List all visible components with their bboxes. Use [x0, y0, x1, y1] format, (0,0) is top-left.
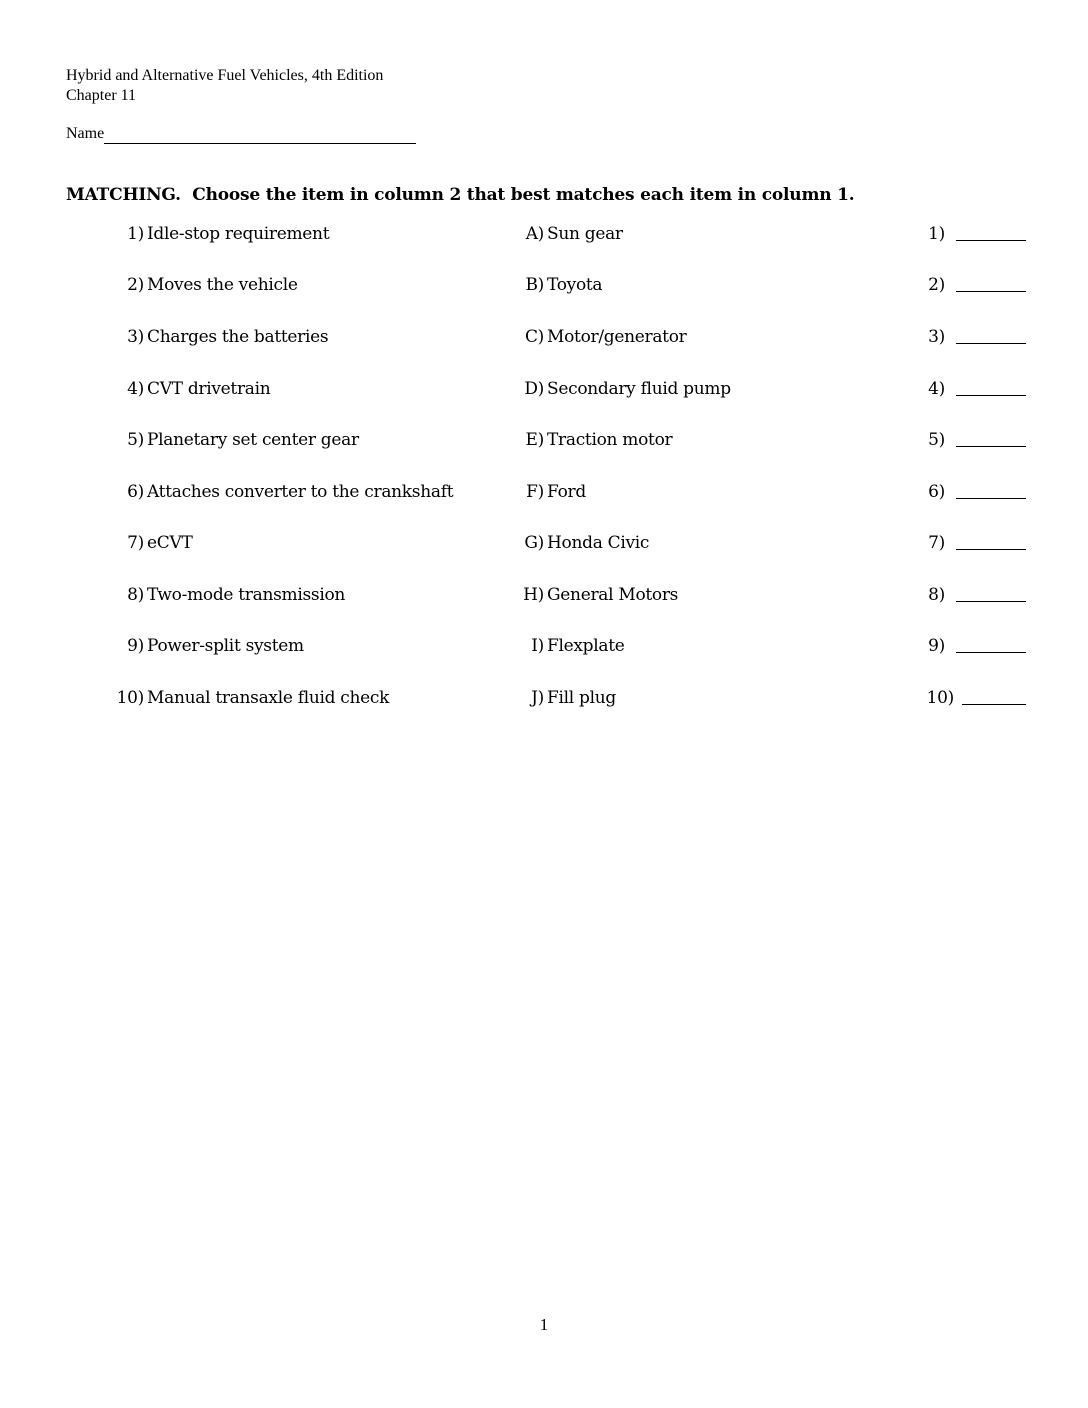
matching-row	[0, 376, 1088, 402]
book-title: Hybrid and Alternative Fuel Vehicles, 4th Edition	[66, 67, 384, 84]
matching-row	[0, 479, 1088, 505]
term-number: 3)	[127, 327, 144, 347]
match-text: Sun gear	[547, 224, 623, 244]
match-letter: I)	[531, 636, 544, 656]
match-text: Ford	[547, 482, 586, 502]
match-text: Fill plug	[547, 688, 616, 708]
match-text: Motor/generator	[547, 327, 687, 347]
match-letter: J)	[531, 688, 544, 708]
matching-row	[0, 427, 1088, 453]
matching-row	[0, 324, 1088, 350]
answer-number: 7)	[928, 533, 945, 553]
answer-blank[interactable]	[956, 498, 1026, 499]
answer-blank[interactable]	[956, 601, 1026, 602]
matching-row	[0, 633, 1088, 659]
answer-number: 10)	[926, 688, 954, 708]
instructions: MATCHING. Choose the item in column 2 that best matches each item in column 1.	[66, 185, 855, 205]
name-field[interactable]	[104, 125, 416, 144]
matching-row	[0, 221, 1088, 247]
match-text: Secondary fluid pump	[547, 379, 731, 399]
answer-number: 2)	[928, 275, 945, 295]
term-text: Attaches converter to the crankshaft	[147, 482, 454, 502]
matching-row	[0, 685, 1088, 711]
match-text: Honda Civic	[547, 533, 650, 553]
match-letter: B)	[525, 275, 544, 295]
term-text: Two-mode transmission	[147, 585, 346, 605]
match-letter: E)	[525, 430, 544, 450]
matching-row	[0, 582, 1088, 608]
term-number: 2)	[127, 275, 144, 295]
name-label: Name	[66, 125, 105, 142]
chapter-label: Chapter 11	[66, 87, 137, 104]
term-number: 5)	[127, 430, 144, 450]
answer-number: 5)	[928, 430, 945, 450]
match-letter: D)	[524, 379, 544, 399]
page-number: 1	[539, 1315, 549, 1334]
match-text: Traction motor	[547, 430, 673, 450]
term-number: 8)	[127, 585, 144, 605]
answer-blank[interactable]	[962, 704, 1026, 705]
answer-blank[interactable]	[956, 291, 1026, 292]
answer-blank[interactable]	[956, 395, 1026, 396]
term-number: 4)	[127, 379, 144, 399]
term-text: eCVT	[147, 533, 193, 553]
answer-number: 1)	[928, 224, 945, 244]
term-text: Planetary set center gear	[147, 430, 359, 450]
matching-row	[0, 272, 1088, 298]
match-letter: G)	[524, 533, 544, 553]
match-letter: H)	[523, 585, 544, 605]
term-number: 7)	[127, 533, 144, 553]
term-text: Idle-stop requirement	[147, 224, 330, 244]
term-text: Moves the vehicle	[147, 275, 298, 295]
match-letter: F)	[526, 482, 544, 502]
answer-number: 9)	[928, 636, 945, 656]
match-text: Toyota	[547, 275, 603, 295]
answer-blank[interactable]	[956, 446, 1026, 447]
term-text: Charges the batteries	[147, 327, 329, 347]
answer-number: 8)	[928, 585, 945, 605]
answer-blank[interactable]	[956, 549, 1026, 550]
term-number: 9)	[127, 636, 144, 656]
term-text: Manual transaxle fluid check	[147, 688, 390, 708]
term-text: Power-split system	[147, 636, 304, 656]
answer-blank[interactable]	[956, 240, 1026, 241]
term-number: 1)	[127, 224, 144, 244]
term-number: 10)	[116, 688, 144, 708]
matching-row	[0, 530, 1088, 556]
answer-number: 4)	[928, 379, 945, 399]
term-number: 6)	[127, 482, 144, 502]
answer-blank[interactable]	[956, 652, 1026, 653]
match-letter: C)	[524, 327, 544, 347]
answer-number: 6)	[928, 482, 945, 502]
match-letter: A)	[525, 224, 544, 244]
name-row	[66, 124, 416, 144]
answer-number: 3)	[928, 327, 945, 347]
term-text: CVT drivetrain	[147, 379, 271, 399]
match-text: Flexplate	[547, 636, 625, 656]
match-text: General Motors	[547, 585, 679, 605]
answer-blank[interactable]	[956, 343, 1026, 344]
